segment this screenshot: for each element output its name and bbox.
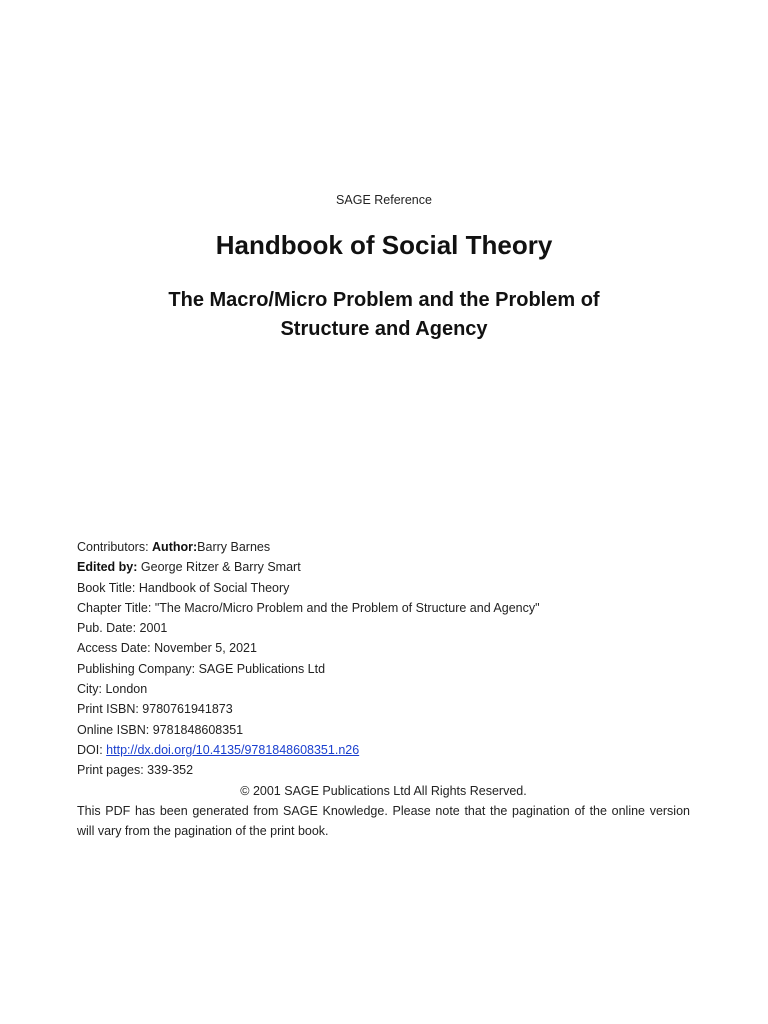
publishing-company-line: Publishing Company: SAGE Publications Ltd [77, 661, 326, 676]
doi-label: DOI: [77, 742, 107, 757]
chapter-title-line: Chapter Title: "The Macro/Micro Problem and the Problem of Structure and Agency" [77, 600, 540, 615]
access-date-line: Access Date: November 5, 2021 [77, 641, 257, 656]
chapter-title-line-2: Structure and Agency [280, 318, 488, 340]
book-title-heading: Handbook of Social Theory [215, 230, 553, 260]
print-pages-line: Print pages: 339-352 [77, 763, 194, 778]
chapter-title-heading [84, 286, 684, 344]
editor-names: George Ritzer & Barry Smart [137, 560, 301, 575]
citation-metadata [77, 537, 690, 841]
author-name: Barry Barnes [197, 540, 271, 554]
contributors-line [77, 537, 690, 557]
contributors-label: Contributors: [77, 540, 153, 554]
copyright-line: © 2001 SAGE Publications Ltd All Rights Reserved. [240, 783, 527, 798]
edited-by-label: Edited by: [77, 560, 138, 575]
city-line: City: London [77, 682, 148, 697]
chapter-title-line-1: The Macro/Micro Problem and the Problem of [168, 289, 600, 311]
pub-date-line: Pub. Date: 2001 [77, 621, 168, 636]
author-label: Author: [152, 540, 198, 554]
online-isbn-line: Online ISBN: 9781848608351 [77, 722, 244, 737]
book-title-line: Book Title: Handbook of Social Theory [77, 580, 290, 595]
publisher-name: SAGE Reference [336, 193, 432, 207]
print-isbn-line: Print ISBN: 9780761941873 [77, 702, 233, 717]
doi-line [77, 740, 690, 760]
editors-line [77, 557, 690, 577]
doi-link[interactable]: http://dx.doi.org/10.4135/9781848608351.n26 [106, 742, 360, 757]
pdf-notice: This PDF has been generated from SAGE Knowledge. Please note that the pagination of the online version will vary from the pagination of the print book. [77, 803, 690, 839]
